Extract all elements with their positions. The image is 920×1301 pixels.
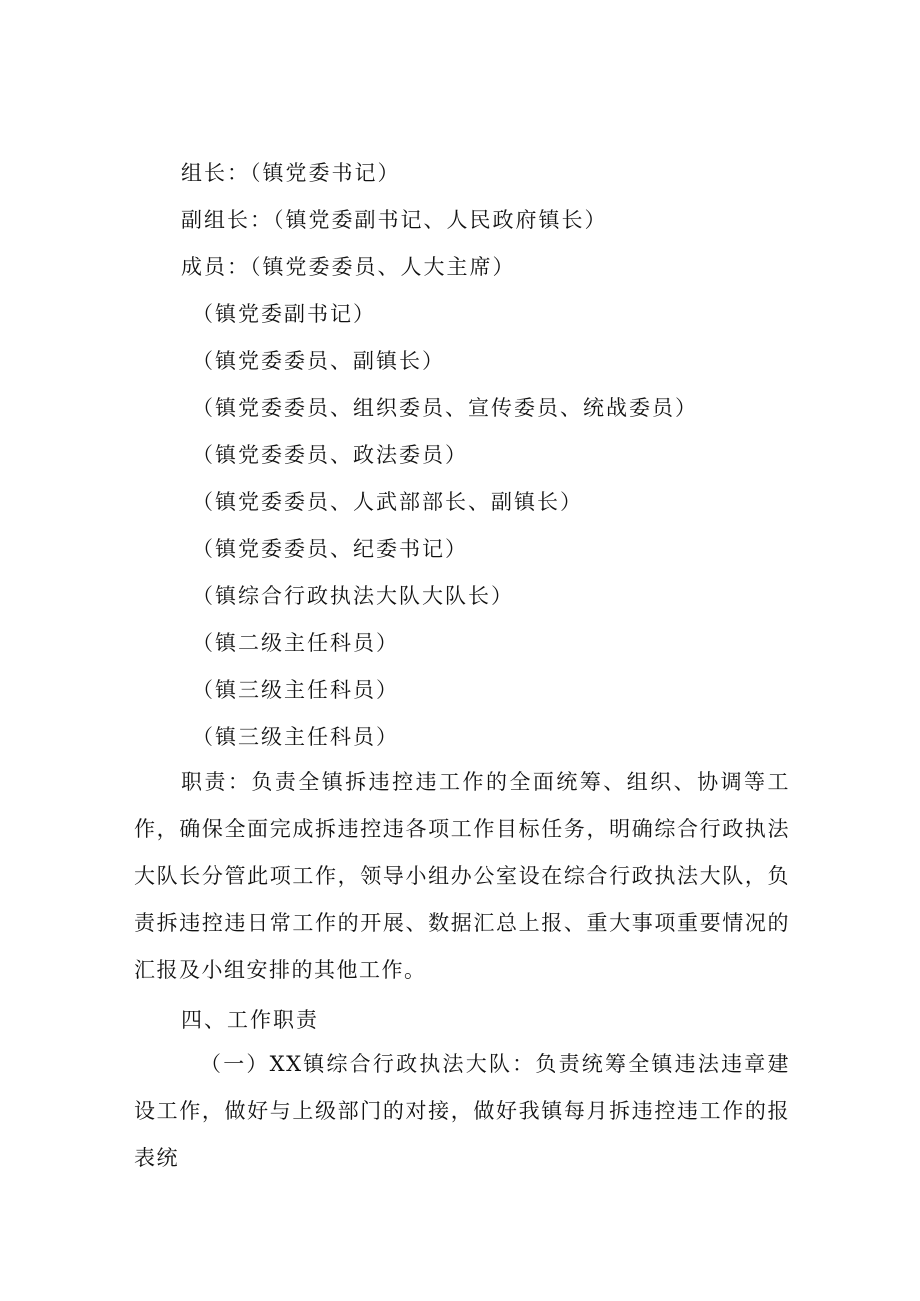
member-line: （镇三级主任科员） (192, 725, 399, 749)
duty-paragraph: 职责：负责全镇拆违控违工作的全面统筹、组织、协调等工作，确保全面完成拆违控违各项工作目标任务，明确综合行政执法大队长分管此项工作，领导小组办公室设在综合行政执法大队，负责拆违控违日常工作的开展、数据汇总上报、重大事项重要情况的汇报及小组安排的其他工作。 (134, 770, 790, 982)
member-line: （镇二级主任科员） (192, 631, 399, 655)
member-line: （镇三级主任科员） (192, 678, 399, 702)
member-line: （镇党委委员、组织委员、宣传委员、统战委员） (192, 396, 698, 420)
section-heading: 四、工作职责 (181, 1008, 319, 1032)
member-line: （镇党委副书记） (192, 302, 376, 326)
leader-line: 组长：（镇党委书记） (181, 161, 401, 185)
member-line: （镇党委委员、政法委员） (192, 443, 468, 467)
member-line: （镇综合行政执法大队大队长） (192, 584, 514, 608)
members-label-line: 成员：（镇党委委员、人大主席） (181, 255, 516, 279)
member-line: （镇党委委员、纪委书记） (192, 537, 468, 561)
section-paragraph: （一）XX镇综合行政执法大队：负责统筹全镇违法违章建设工作，做好与上级部门的对接，做好我镇每月拆违控违工作的报表统 (134, 1052, 790, 1170)
member-line: （镇党委委员、副镇长） (192, 349, 445, 373)
member-line: （镇党委委员、人武部部长、副镇长） (192, 490, 583, 514)
deputy-leader-line: 副组长：（镇党委副书记、人民政府镇长） (181, 208, 608, 232)
